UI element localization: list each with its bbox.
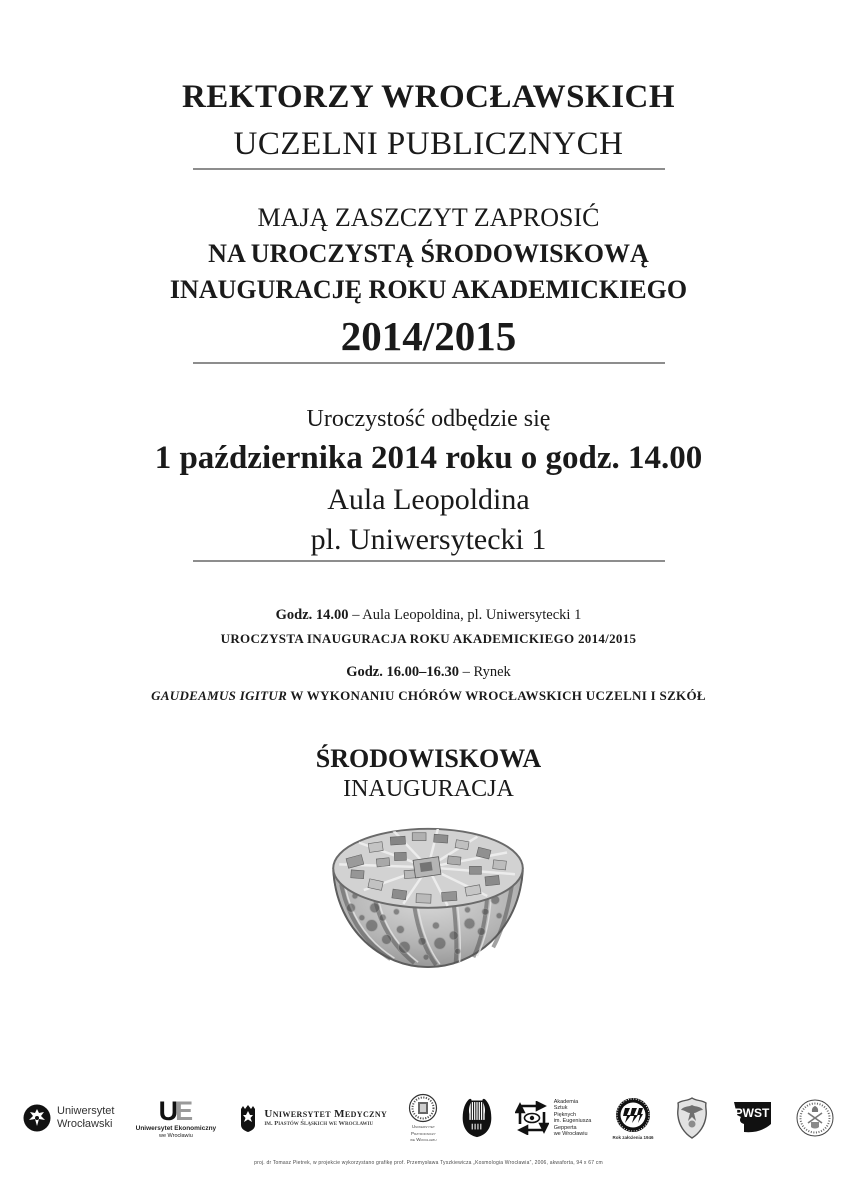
umed-label-line2: im. Piastów Śląskich we Wrocławiu	[264, 1120, 374, 1127]
uwr-label-line2: Wrocławski	[57, 1118, 113, 1130]
asp-label	[554, 1099, 592, 1138]
title-line1: REKTORZY WROCŁAWSKICH	[181, 79, 676, 115]
divider-rule-1	[193, 168, 665, 170]
ue-label-line1: Uniwersytet Ekonomiczny	[135, 1124, 217, 1132]
hemisphere-city-engraving-svg	[316, 813, 542, 971]
divider-rule-3	[193, 560, 665, 562]
asp-label-line1: Akademia	[553, 1098, 579, 1105]
pwst-letters: PWST	[734, 1106, 770, 1120]
divider-rule-2	[193, 362, 665, 364]
section-label-line2: INAUGURACJA	[343, 776, 514, 802]
university-logos-strip	[22, 1086, 835, 1150]
up-round-seal-icon	[408, 1093, 438, 1123]
military-eagle-shield-icon	[675, 1097, 709, 1139]
schedule-item1-place: – Aula Leopoldina, pl. Uniwersytecki 1	[348, 607, 582, 623]
schedule-item2-place: – Rynek	[459, 664, 511, 680]
schedule-gap	[0, 650, 857, 661]
lyre-icon	[460, 1097, 494, 1139]
event-venue: Aula Leopoldina	[327, 483, 530, 516]
up-label-line3: we Wrocławiu	[410, 1137, 437, 1143]
schedule-item2-desc	[0, 684, 857, 707]
logo-uniwersytet-wroclawski	[22, 1103, 114, 1133]
umed-label-line1: Uniwersytet Medyczny	[264, 1108, 388, 1120]
logo-wyzsza-szkola-oficerska	[675, 1097, 709, 1139]
section-label-line1: ŚRODOWISKOWA	[315, 744, 542, 773]
uwr-label	[57, 1105, 114, 1131]
schedule-item2-line	[0, 661, 857, 684]
asp-label-line4: im. Eugeniusza	[553, 1118, 592, 1124]
logo-akademia-muzyczna	[460, 1097, 494, 1139]
uwr-label-line1: Uniwersytet	[57, 1105, 115, 1117]
section-label	[0, 743, 857, 805]
ue-label-line2: we Wrocławiu	[158, 1132, 193, 1139]
event-address: pl. Uniwersytecki 1	[310, 523, 547, 556]
invitation-line1: MAJĄ ZASZCZYT ZAPROSIĆ	[257, 203, 600, 232]
umed-crest-icon	[237, 1103, 259, 1133]
logo-uniwersytet-medyczny	[237, 1103, 387, 1133]
logo-akademia-wychowania-fizycznego	[612, 1096, 653, 1141]
event-block	[0, 402, 857, 560]
invitation-line3: INAUGURACJĘ ROKU AKADEMICKIEGO	[169, 275, 688, 304]
logo-uniwersytet-ekonomiczny	[135, 1095, 217, 1139]
asp-arrows-eye-icon	[515, 1101, 549, 1135]
ue-letter-u: U	[158, 1095, 179, 1126]
awf-caption: Rok założenia 1946	[612, 1134, 654, 1140]
credit-line: proj. dr Tomasz Pietrek, w projekcie wykorzystano grafikę prof. Przemysława Tyszkiewicza „Kosmologia Wrocławia”, 2006, akwaforta, 94 x 67 cm	[254, 1160, 603, 1166]
schedule-item2-desc-rest: W WYKONANIU CHÓRÓW WROCŁAWSKICH UCZELNI I SZKÓŁ	[287, 688, 706, 703]
invitation-block	[0, 200, 857, 362]
ue-logotype-icon	[158, 1095, 194, 1126]
umed-label	[264, 1108, 387, 1128]
awf-round-emblem-icon	[614, 1096, 652, 1134]
uwr-eagle-seal-icon	[22, 1103, 52, 1133]
up-label-line2: Przyrodniczy	[411, 1130, 436, 1136]
logo-akademia-sztuk-pieknych	[515, 1099, 592, 1138]
schedule-item1-desc: UROCZYSTA INAUGURACJA ROKU AKADEMICKIEGO 2014/2015	[220, 631, 637, 646]
academic-year: 2014/2015	[340, 313, 517, 359]
asp-label-line2: Sztuk	[553, 1105, 568, 1111]
asp-label-line5: Gepperta	[553, 1124, 577, 1131]
papal-seal-icon	[795, 1098, 835, 1138]
title-line2: UCZELNI PUBLICZNYCH	[233, 126, 624, 162]
asp-label-line6: we Wrocławiu	[553, 1131, 588, 1137]
event-datetime: 1 października 2014 roku o godz. 14.00	[154, 440, 703, 476]
hemisphere-city-engraving	[0, 813, 857, 976]
logo-panstwowa-wyzsza-szkola-teatralna	[730, 1100, 774, 1136]
schedule-item2-desc-title: GAUDEAMUS IGITUR	[151, 688, 288, 703]
ue-letter-e: E	[175, 1095, 194, 1126]
up-label-line1: Uniwersytet	[411, 1124, 435, 1130]
schedule-item1-line	[0, 604, 857, 627]
invitation-line2: NA UROCZYSTĄ ŚRODOWISKOWĄ	[208, 239, 649, 268]
logo-papieski-wydzial-teologiczny	[795, 1098, 835, 1138]
schedule-item1-time: Godz. 14.00	[275, 607, 349, 623]
schedule-block	[0, 604, 857, 707]
page-title	[0, 0, 857, 168]
asp-label-line3: Pięknych	[553, 1111, 577, 1118]
event-intro: Uroczystość odbędzie się	[306, 406, 551, 432]
pwst-logotype-icon	[730, 1100, 774, 1136]
schedule-item2-time: Godz. 16.00–16.30	[346, 664, 459, 680]
logo-uniwersytet-przyrodniczy	[408, 1093, 438, 1143]
